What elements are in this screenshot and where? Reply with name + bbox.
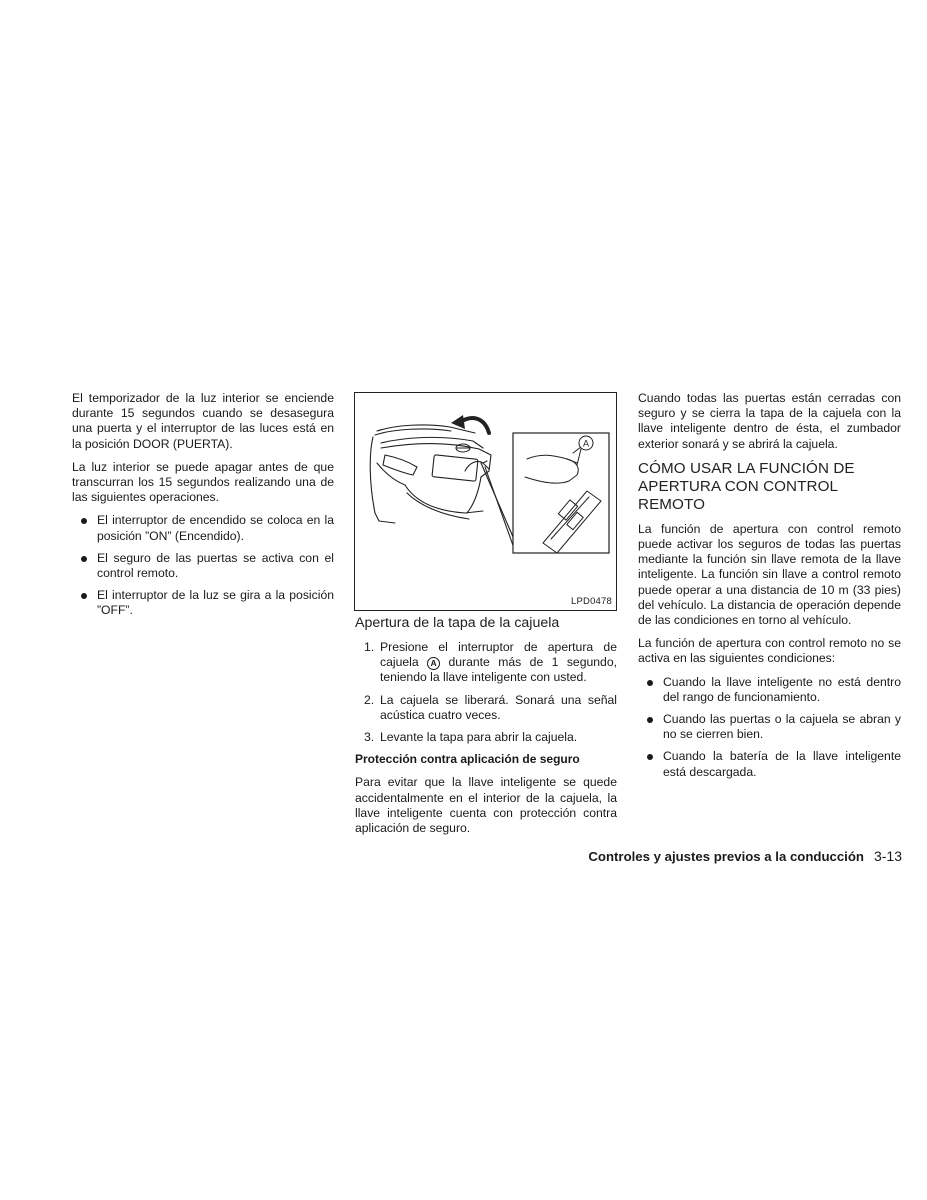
- callout-a-icon: A: [427, 657, 440, 670]
- list-item: Cuando la batería de la llave inteligente está descargada.: [638, 749, 901, 779]
- right-column: [638, 391, 901, 787]
- bullet-icon: [647, 680, 653, 686]
- list-item: 1. Presione el interruptor de apertura de cajuela A durante más de 1 segundo, teniendo la llave inteligente con usted.: [364, 640, 617, 685]
- left-column: [72, 391, 334, 626]
- section-title: CÓMO USAR LA FUNCIÓN DE APERTURA CON CONTROL REMOTO: [638, 459, 855, 513]
- trunk-illustration: [354, 392, 617, 611]
- bullet-icon: [647, 717, 653, 723]
- page-number: 3-13: [873, 848, 902, 864]
- bullet-icon: [81, 518, 87, 524]
- paragraph: La función de apertura con control remoto puede activar los seguros de todas las puertas mediante la función sin llave remota de la llave inteligente. La función sin llave a control remoto puede operar a una distancia de 10 m (33 pies) del vehículo. La distancia de operación depende de las condiciones en torno al vehículo.: [638, 521, 901, 628]
- bullet-icon: [647, 754, 653, 760]
- middle-column: [355, 614, 617, 844]
- bullet-icon: [81, 556, 87, 562]
- bullet-list: [638, 675, 901, 780]
- bullet-icon: [81, 593, 87, 599]
- callout-label: A: [582, 438, 590, 449]
- paragraph: La luz interior se puede apagar antes de que transcurran los 15 segundos realizando una de las siguientes operaciones.: [72, 459, 334, 505]
- list-item: El interruptor de encendido se coloca en la posición ”ON” (Encendido).: [72, 513, 334, 543]
- list-item: Cuando las puertas o la cajuela se abran y no se cierren bien.: [638, 712, 901, 742]
- list-item: Cuando la llave inteligente no está dentro del rango de funcionamiento.: [638, 675, 901, 705]
- list-item: El seguro de las puertas se activa con el control remoto.: [72, 551, 334, 581]
- chapter-title: Controles y ajustes previos a la conducción: [588, 849, 864, 864]
- paragraph: La función de apertura con control remoto no se activa en las siguientes condiciones:: [638, 636, 901, 666]
- car-rear-illustration: [355, 393, 616, 610]
- list-item: 2. La cajuela se liberará. Sonará una señal acústica cuatro veces.: [364, 692, 617, 722]
- paragraph: Cuando todas las puertas están cerradas con seguro y se cierra la tapa de la cajuela con la llave inteligente dentro de ésta, el zumbador exterior sonará y se abrirá la cajuela.: [638, 391, 901, 451]
- list-item: 3. Levante la tapa para abrir la cajuela.: [364, 730, 578, 745]
- figure-code: LPD0478: [570, 596, 612, 607]
- figure-caption: Apertura de la tapa de la cajuela: [355, 615, 560, 631]
- paragraph: Para evitar que la llave inteligente se quede accidentalmente en el interior de la cajuela, la llave inteligente cuenta con protección contra aplicación de seguro.: [355, 775, 617, 836]
- page-footer: [588, 848, 902, 864]
- step-list: [355, 640, 617, 745]
- subheading: Protección contra aplicación de seguro: [355, 752, 580, 767]
- list-item: El interruptor de la luz se gira a la posición ”OFF”.: [72, 588, 334, 618]
- paragraph: El temporizador de la luz interior se enciende durante 15 segundos cuando se desasegura una puerta y el interruptor de las luces está en la posición DOOR (PUERTA).: [72, 391, 334, 451]
- bullet-list: [72, 513, 334, 618]
